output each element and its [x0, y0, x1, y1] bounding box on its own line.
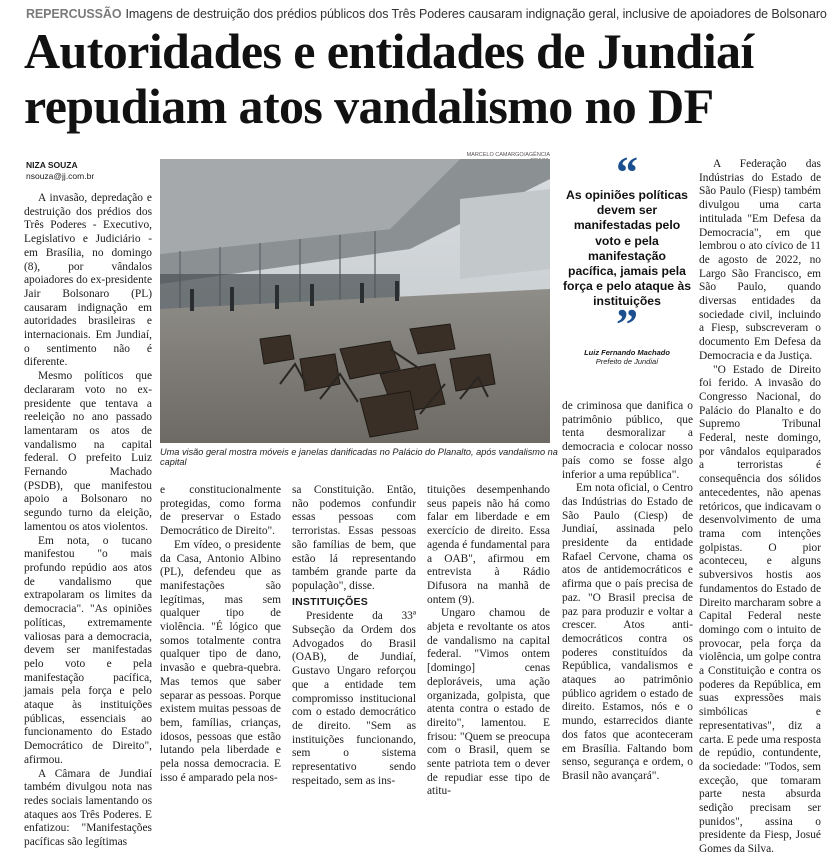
paragraph: e constitucionalmente protegidas, como forma de preservar o Estado Democrático de Direito".: [160, 484, 281, 538]
pull-quote: [562, 148, 692, 366]
article-column-5: [562, 400, 693, 784]
palace-damage-illustration: [160, 159, 550, 443]
author-name: NIZA SOUZA: [26, 160, 78, 170]
article-column-2: [160, 484, 281, 785]
paragraph: de criminosa que danifica o patrimônio público, que tenta desmoralizar a democracia e colocar nosso país como se fosse algo inferior a uma república".: [562, 400, 693, 481]
article-column-4: [427, 484, 550, 799]
kicker: [26, 7, 826, 21]
article-column-3: [292, 484, 416, 788]
paragraph: Em nota oficial, o Centro das Indústrias do Estado de São Paulo (Ciesp) de Jundiaí, assinada pelo presidente da entidade Rafael Cervone, chama os atos de antidemocráticos e afirma que o país precisa de paz. "O Brasil precisa de paz para produzir e voltar a crescer. Atos anti-democráticos contra os poderes constituídos da República, vandalismos e ataques ao patrimônio público agridem o estado de direito. Estamos, nós e o mundo, estarrecidos diante dos fatos que aconteceram em Brasília. Faltando bom senso, segurança e ordem, o Brasil não avançará".: [562, 482, 693, 782]
paragraph: Ungaro chamou de abjeta e revoltante os atos de vandalismo na capital federal. "Vimos ontem [domingo] cenas deploráveis, uma ação organizada, golpista, que atenta contra o estado de direito", lamentou. E frisou: "Quem se preocupa com o Brasil, quem se sente patriota tem o dever de repudiar esse tipo de atitu-: [427, 607, 550, 798]
paragraph: A invasão, depredação e destruição dos prédios dos Três Poderes - Executivo, Legislativo e Judiciário - em Brasília, no domingo (8), por vândalos apoiadores do ex-presidente Jair Bolsonaro (PL) causaram indignação em autoridades brasileiras e internacionais. Em Jundiaí, o sentimento não é diferente.: [24, 192, 152, 369]
paragraph: tituições desempenhando seus papeis não há como falar em liberdade e em exercício de direito. Essa agenda é fundamental para a OAB", afirmou em entrevista à Rádio Difusora na manhã de ontem (9).: [427, 484, 550, 606]
kicker-tag: REPERCUSSÃO: [26, 7, 122, 21]
headline-line-2: repudiam atos vandalismo no DF: [24, 78, 714, 134]
author-email: nsouza@jj.com.br: [26, 171, 95, 181]
quote-author-role: Prefeito de Jundiaí: [595, 356, 659, 366]
photo-credit: MARCELO CAMARGO/AGÊNCIA: [466, 152, 550, 158]
paragraph: Em nota, o tucano manifestou "o mais profundo repúdio aos atos de vandalismo que extrapolaram os limites da democracia". "As opiniões políticas, extremamente valiosas para a democracia, devem ser manifestadas pelo voto e pela manifestação pacífica, jamais pela força e pelo ataque às instituições públicas, essenciais ao funcionamento do Estado Democrático de Direito", afirmou.: [24, 534, 152, 766]
kicker-subtitle: Imagens de destruição dos prédios públicos dos Três Poderes causaram indignação geral, inclusive de apoiadores de Bolsonaro: [125, 7, 827, 21]
paragraph: Presidente da 33ª Subseção da Ordem dos Advogados do Brasil (OAB), de Jundiaí, Gustavo Ungaro reforçou que a entidade tem compromisso institucional com o estado democrático de direito. "Sem as instituições funcionando, sem o sistema representativo sendo respeitado, sem as ins-: [292, 610, 416, 787]
paragraph: A Federação das Indústrias do Estado de São Paulo (Fiesp) também divulgou uma carta intitulada "Em Defesa da Democracia", em que lembrou o ato cívico de 11 de agosto de 2022, no Largo São Francisco, em São Paulo, quando diversas entidades da sociedade civil, incluindo a Fiesp, subscreveram o documento Em Defesa da Democracia e da Justiça.: [699, 158, 821, 362]
news-photo: [160, 159, 550, 443]
quote-text: As opiniões políticas devem ser manifestadas pelo voto e pela manifestação pacífica, jamais pela força e pelo ataque às instituições: [562, 188, 692, 309]
headline: [24, 24, 824, 134]
close-quote-icon: ”: [616, 299, 638, 349]
paragraph: Em vídeo, o presidente da Casa, Antonio Albino (PL), defendeu que as manifestações são legítimas, mas sem qualquer tipo de violência. "É lógico que somos totalmente contra qualquer tipo de dano, invasão e quebra-quebra. Mas temos que saber separar as pessoas. Porque existem muitas pessoas de bem, famílias, crianças, idosos, pessoas que estão lutando pela liberdade e pela nossa democracia. E isso é amparado pela nos-: [160, 538, 281, 784]
headline-line-1: Autoridades e entidades de Jundiaí: [24, 23, 754, 79]
quote-author: Luiz Fernando Machado: [584, 347, 670, 357]
paragraph: sa Constituição. Então, não podemos confundir essas pessoas com terroristas. Essas pessoas são famílias de bem, que estão lá representando também grande parte da população", disse.: [292, 484, 416, 592]
paragraph: A Câmara de Jundiaí também divulgou nota nas redes sociais lamentando os ataques aos Três Poderes. E enfatizou: "Manifestações pacíficas são legítimas: [24, 767, 152, 849]
article-column-1: [24, 192, 152, 850]
photo-caption: Uma visão geral mostra móveis e janelas danificadas no Palácio do Planalto, após vandalismo na capital: [160, 447, 558, 467]
paragraph: "O Estado de Direito foi ferido. A invasão do Congresso Nacional, do Palácio do Planalto e do Supremo Tribunal Federal, neste domingo, por vândalos equiparados a terroristas é consequência dos sólidos antecedentes, não apenas retóricos, que indicavam o desenvolvimento de uma trama com intenções golpistas. O pior aconteceu, e alguns subversivos hostis aos fundamentos do Estado de Direito marcharam sobre a Capital Federal neste domingo com o intuito de provocar, pela força da violência, um golpe contra a Constituição e contra os poderes da República, em suas expressões mais simbólicas e representativas", diz a carta. E pede uma resposta de repúdio, contundente, da sociedade: "Todos, sem exceção, que tomaram parte nesta absurda sedição precisam ser punidos", assina o presidente da Fiesp, Josué Gomes da Silva.: [699, 363, 821, 856]
article-column-6: [699, 158, 821, 857]
byline: [26, 160, 94, 182]
open-quote-icon: “: [616, 148, 638, 197]
paragraph: Mesmo políticos que declararam voto no ex-presidente que tentava a reeleição no ano passado lamentaram os atos de vandalismo na capital federal. O prefeito Luiz Fernando Machado (PSDB), que manifestou apoio a Bolsonaro no segundo turno da eleição, lamentou os atos violentos.: [24, 370, 152, 533]
section-heading: INSTITUIÇÕES: [292, 595, 368, 608]
